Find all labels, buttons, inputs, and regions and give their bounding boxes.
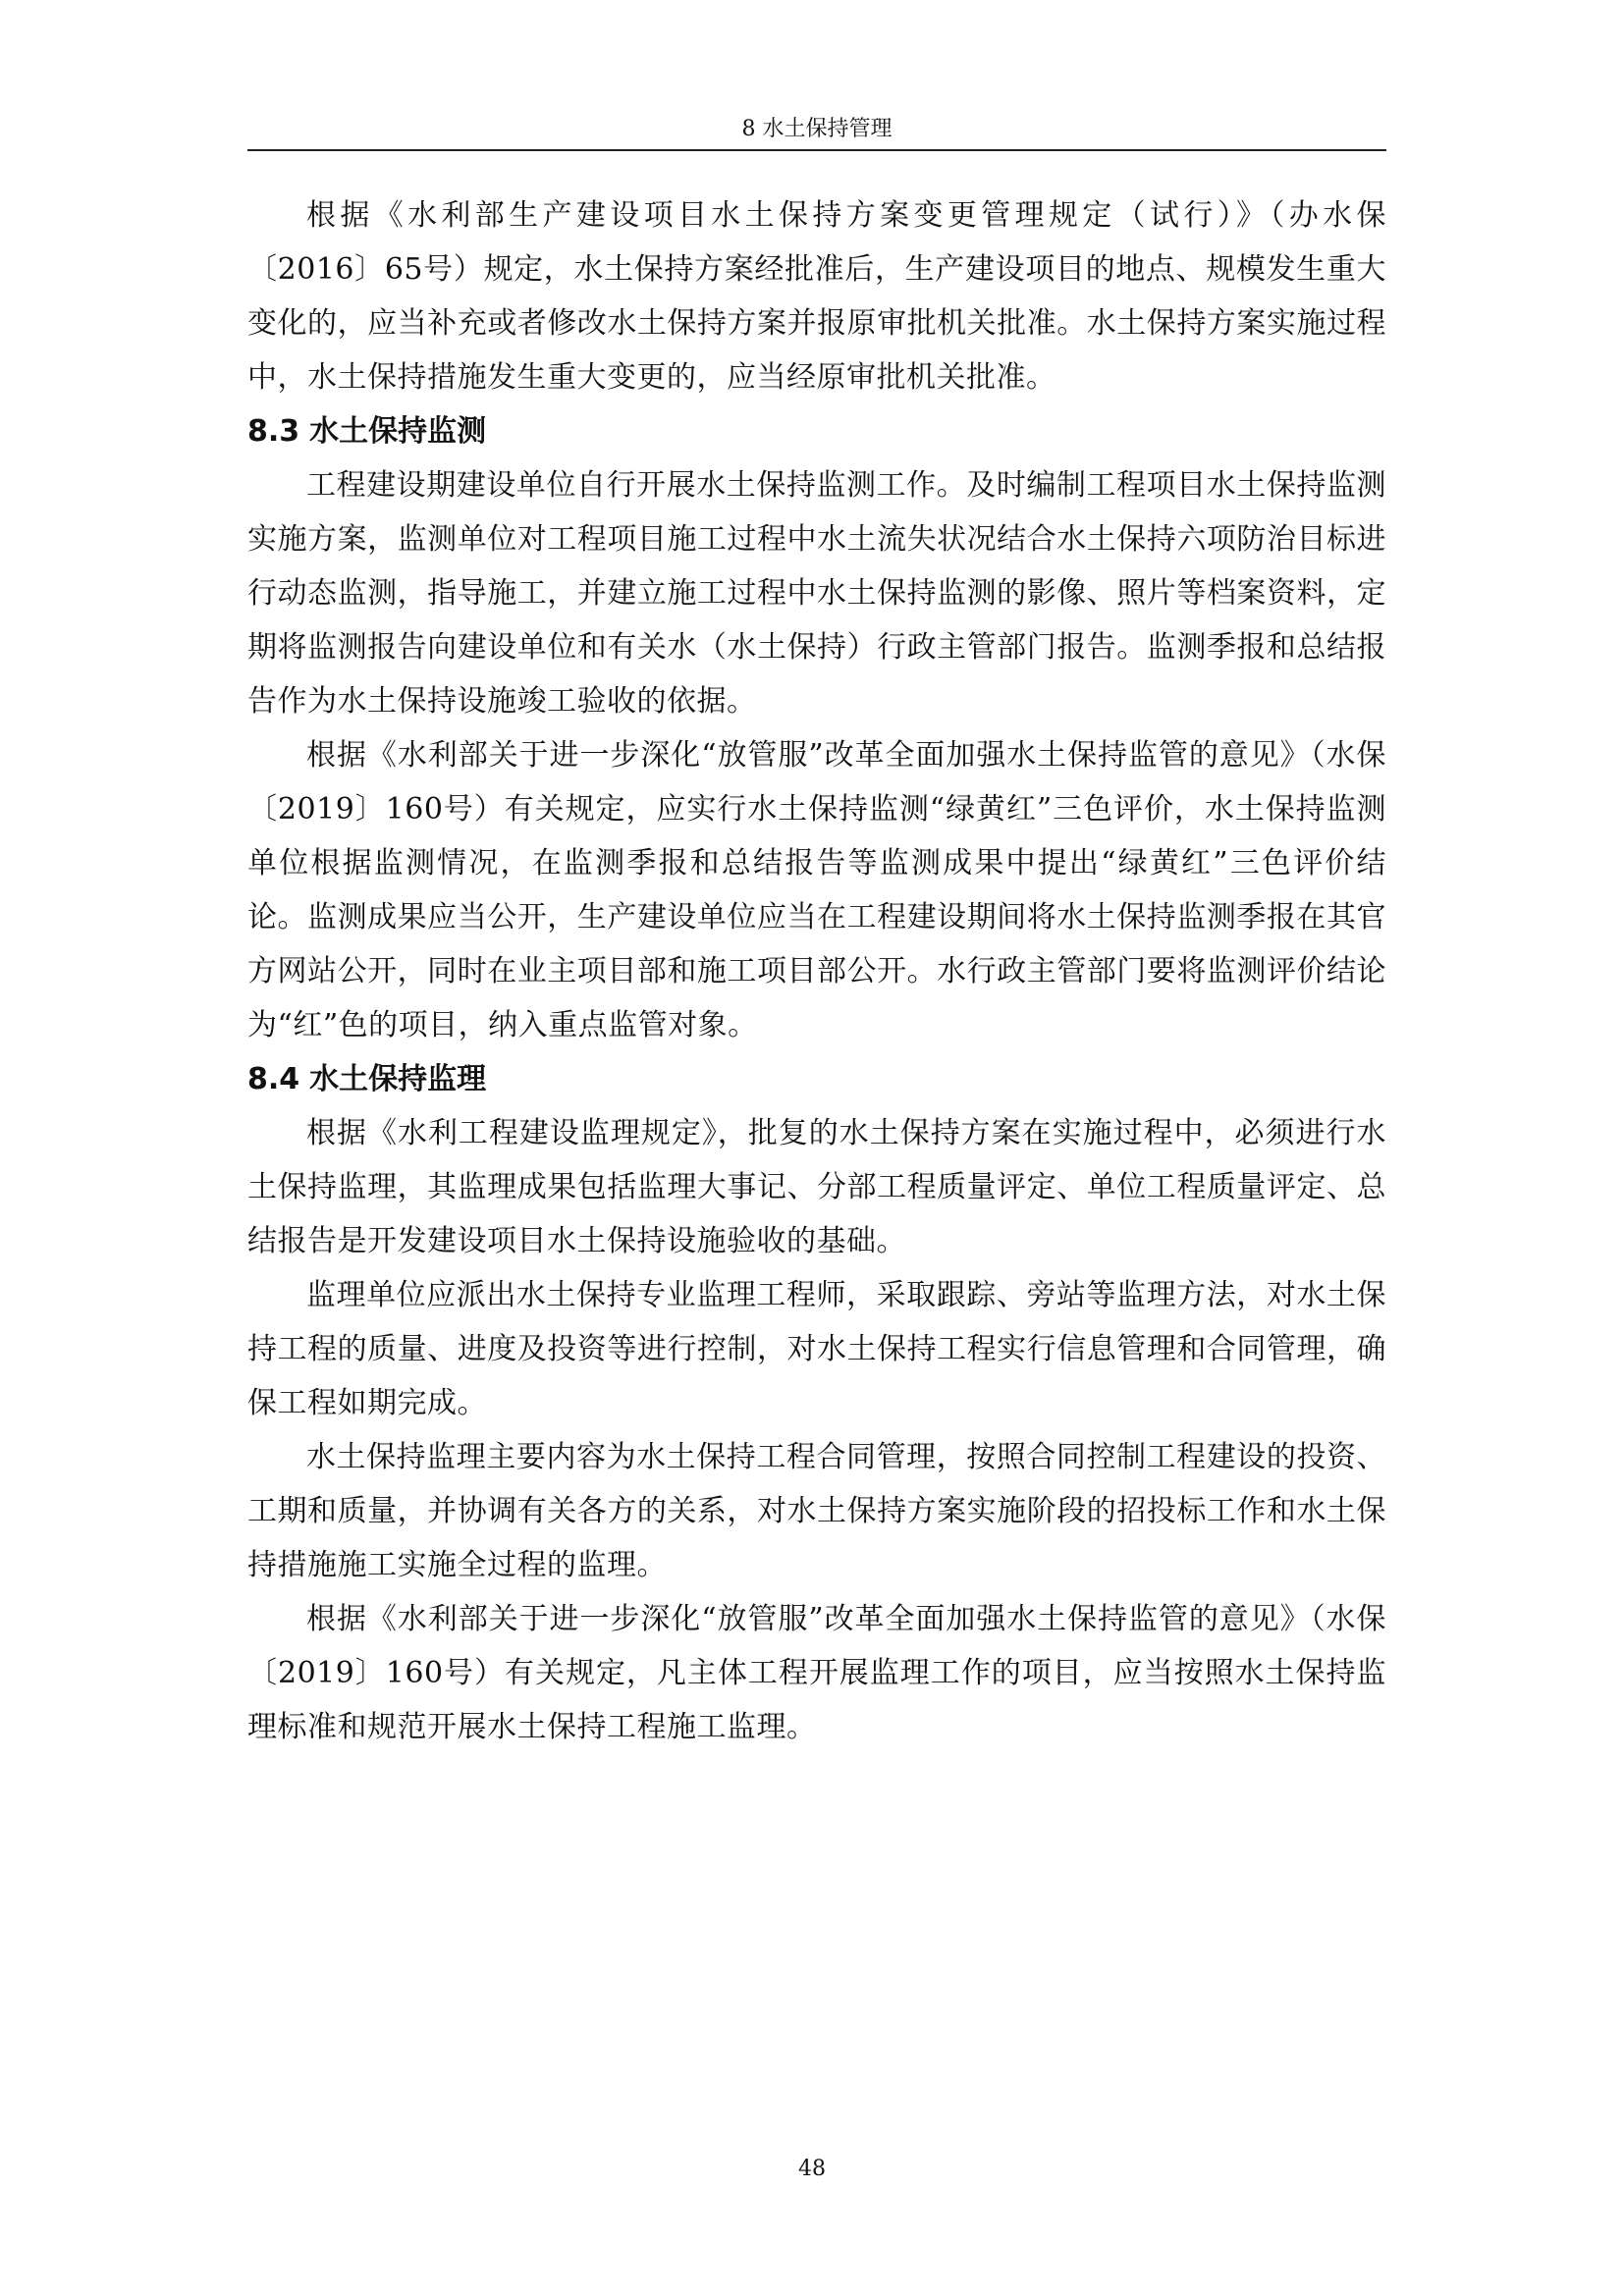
section-title: 水土保持监理	[309, 1062, 487, 1096]
running-header	[247, 110, 1386, 151]
section-heading-8-4	[247, 1052, 1386, 1106]
paragraph-supervision-regulation: 根据《水利部关于进一步深化“放管服”改革全面加强水土保持监管的意见》（水保〔2019〕160号）有关规定，凡主体工程开展监理工作的项目，应当按照水土保持监理标准和规范开展水土保持工程施工监理。	[247, 1602, 1386, 1744]
section-number: 8.3	[247, 414, 300, 449]
paragraph-monitoring-evaluation: 根据《水利部关于进一步深化“放管服”改革全面加强水土保持监管的意见》（水保〔2019〕160号）有关规定，应实行水土保持监测“绿黄红”三色评价，水土保持监测单位根据监测情况，在监测季报和总结报告等监测成果中提出“绿黄红”三色评价结论。监测成果应当公开，生产建设单位应当在工程建设期间将水土保持监测季报在其官方网站公开，同时在业主项目部和施工项目部公开。水行政主管部门要将监测评价结论为“红”色的项目，纳入重点监管对象。	[247, 738, 1386, 1042]
paragraph-monitoring-work: 工程建设期建设单位自行开展水土保持监测工作。及时编制工程项目水土保持监测实施方案，监测单位对工程项目施工过程中水土流失状况结合水土保持六项防治目标进行动态监测，指导施工，并建立施工过程中水土保持监测的影像、照片等档案资料，定期将监测报告向建设单位和有关水（水土保持）行政主管部门报告。监测季报和总结报告作为水土保持设施竣工验收的依据。	[247, 468, 1386, 719]
page-number: 48	[798, 2157, 826, 2181]
section-number: 8.4	[247, 1062, 300, 1096]
paragraph-plan-change: 根据《水利部生产建设项目水土保持方案变更管理规定（试行）》（办水保〔2016〕65号）规定，水土保持方案经批准后，生产建设项目的地点、规模发生重大变化的，应当补充或者修改水土保持方案并报原审批机关批准。水土保持方案实施过程中，水土保持措施发生重大变更的，应当经原审批机关批准。	[247, 198, 1386, 395]
paragraph-supervision-basis: 根据《水利工程建设监理规定》，批复的水土保持方案在实施过程中，必须进行水土保持监理，其监理成果包括监理大事记、分部工程质量评定、单位工程质量评定、总结报告是开发建设项目水土保持设施验收的基础。	[247, 1116, 1386, 1258]
paragraph-supervision-engineer: 监理单位应派出水土保持专业监理工程师，采取跟踪、旁站等监理方法，对水土保持工程的质量、进度及投资等进行控制，对水土保持工程实行信息管理和合同管理，确保工程如期完成。	[247, 1278, 1386, 1420]
page-body	[247, 188, 1386, 1754]
running-header-title: 8 水土保持管理	[741, 117, 893, 141]
section-title: 水土保持监测	[309, 414, 487, 449]
section-heading-8-3	[247, 404, 1386, 458]
paragraph-supervision-content: 水土保持监理主要内容为水土保持工程合同管理，按照合同控制工程建设的投资、工期和质量，并协调有关各方的关系，对水土保持方案实施阶段的招投标工作和水土保持措施施工实施全过程的监理。	[247, 1440, 1386, 1582]
